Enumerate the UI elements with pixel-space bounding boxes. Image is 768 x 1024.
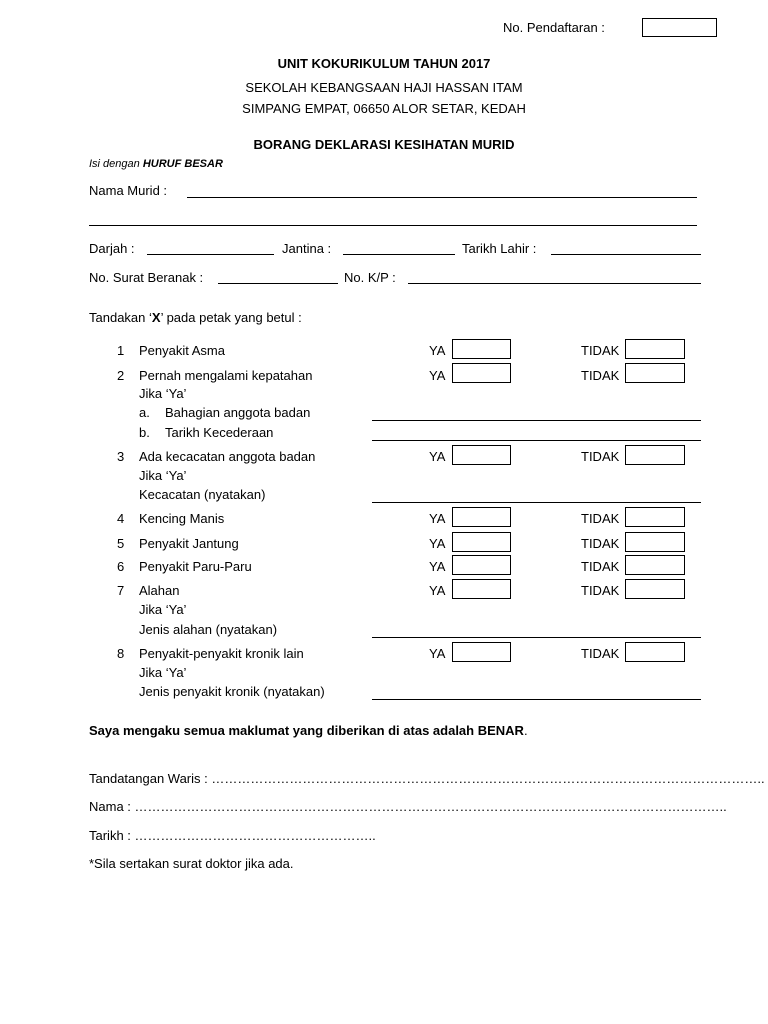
tidak-checkbox-kencing-manis[interactable]	[625, 507, 685, 527]
nama-murid-line-1[interactable]	[187, 197, 697, 198]
instruction-part-a: Tandakan ‘	[89, 310, 152, 325]
doctor-letter-note: *Sila sertakan surat doktor jika ada.	[89, 856, 294, 871]
tidak-label: TIDAK	[581, 368, 620, 383]
surat-beranak-line[interactable]	[218, 283, 338, 284]
tidak-checkbox-paru-paru[interactable]	[625, 555, 685, 575]
declaration-text: Saya mengaku semua maklumat yang diberikan di atas adalah BENAR	[89, 723, 524, 738]
surat-beranak-label: No. Surat Beranak :	[89, 270, 204, 285]
instruction-part-b: ’ pada petak yang betul :	[160, 310, 302, 325]
tandatangan-waris-field[interactable]: Tandatangan Waris : ………………………………………………………………………………………………………………..	[89, 771, 765, 786]
instruction-prefix: Isi dengan	[89, 158, 143, 170]
item-number: 4	[117, 511, 125, 526]
ya-checkbox-paru-paru[interactable]	[452, 555, 511, 575]
item-number: 7	[117, 583, 125, 598]
ya-checkbox-kepatahan[interactable]	[452, 363, 511, 383]
item-number: 2	[117, 368, 125, 383]
item-label-kepatahan: Pernah mengalami kepatahan	[139, 368, 313, 383]
tidak-label: TIDAK	[581, 646, 620, 661]
item-number: 3	[117, 449, 125, 464]
checklist-instruction	[89, 310, 302, 325]
jantina-label: Jantina :	[282, 241, 332, 256]
jika-ya-label: Jika ‘Ya’	[139, 386, 187, 401]
nama-murid-label: Nama Murid :	[89, 183, 168, 198]
unit-title: UNIT KOKURIKULUM TAHUN 2017	[277, 56, 491, 71]
tarikh-field[interactable]: Tarikh : ………………………………………………..	[89, 828, 376, 843]
instruction-text	[89, 158, 223, 170]
bahagian-anggota-label: Bahagian anggota badan	[165, 405, 311, 420]
tarikh-kecederaan-label: Tarikh Kecederaan	[165, 425, 274, 440]
jenis-alahan-label: Jenis alahan (nyatakan)	[139, 622, 278, 637]
tarikh-lahir-line[interactable]	[551, 254, 701, 255]
kecacatan-line[interactable]	[372, 502, 701, 503]
tidak-label: TIDAK	[581, 511, 620, 526]
registration-number-box[interactable]	[642, 18, 717, 37]
kecacatan-nyatakan-label: Kecacatan (nyatakan)	[139, 487, 266, 502]
jika-ya-label: Jika ‘Ya’	[139, 468, 187, 483]
bahagian-anggota-line[interactable]	[372, 420, 701, 421]
instruction-emphasis: HURUF BESAR	[142, 158, 223, 170]
ya-label: YA	[429, 343, 446, 358]
jika-ya-label: Jika ‘Ya’	[139, 602, 187, 617]
school-name: SEKOLAH KEBANGSAAN HAJI HASSAN ITAM	[245, 80, 523, 95]
item-label-asma: Penyakit Asma	[139, 343, 225, 358]
sub-item-mark-a: a.	[139, 405, 150, 420]
ya-checkbox-jantung[interactable]	[452, 532, 511, 552]
jenis-kronik-label: Jenis penyakit kronik (nyatakan)	[139, 684, 325, 699]
ya-label: YA	[429, 449, 446, 464]
tidak-label: TIDAK	[581, 583, 620, 598]
jika-ya-label: Jika ‘Ya’	[139, 665, 187, 680]
tidak-checkbox-jantung[interactable]	[625, 532, 685, 552]
kp-line[interactable]	[408, 283, 701, 284]
tidak-label: TIDAK	[581, 449, 620, 464]
item-number: 6	[117, 559, 125, 574]
tidak-label: TIDAK	[581, 559, 620, 574]
tidak-checkbox-asma[interactable]	[625, 339, 685, 359]
form-title: BORANG DEKLARASI KESIHATAN MURID	[253, 137, 515, 152]
item-number: 5	[117, 536, 125, 551]
jenis-alahan-line[interactable]	[372, 637, 701, 638]
tarikh-lahir-label: Tarikh Lahir :	[462, 241, 537, 256]
tarikh-kecederaan-line[interactable]	[372, 440, 701, 441]
ya-checkbox-alahan[interactable]	[452, 579, 511, 599]
tidak-checkbox-alahan[interactable]	[625, 579, 685, 599]
ya-label: YA	[429, 536, 446, 551]
sub-item-mark-b: b.	[139, 425, 150, 440]
ya-label: YA	[429, 368, 446, 383]
ya-checkbox-asma[interactable]	[452, 339, 511, 359]
nama-field[interactable]: Nama : ………………………………………………………………………………………………………………………..	[89, 799, 727, 814]
item-number: 1	[117, 343, 125, 358]
tidak-checkbox-kecacatan[interactable]	[625, 445, 685, 465]
ya-checkbox-kronik[interactable]	[452, 642, 511, 662]
item-label-alahan: Alahan	[139, 583, 180, 598]
kp-label: No. K/P :	[344, 270, 396, 285]
instruction-mark-x: X	[151, 310, 161, 325]
item-label-kencing-manis: Kencing Manis	[139, 511, 225, 526]
ya-label: YA	[429, 559, 446, 574]
registration-number-label: No. Pendaftaran :	[503, 20, 605, 35]
ya-checkbox-kencing-manis[interactable]	[452, 507, 511, 527]
item-label-paru-paru: Penyakit Paru-Paru	[139, 559, 252, 574]
item-number: 8	[117, 646, 125, 661]
nama-murid-line-2[interactable]	[89, 225, 697, 226]
ya-label: YA	[429, 583, 446, 598]
ya-label: YA	[429, 511, 446, 526]
item-label-kecacatan: Ada kecacatan anggota badan	[139, 449, 316, 464]
darjah-label: Darjah :	[89, 241, 135, 256]
ya-checkbox-kecacatan[interactable]	[452, 445, 511, 465]
item-label-jantung: Penyakit Jantung	[139, 536, 239, 551]
ya-label: YA	[429, 646, 446, 661]
tidak-label: TIDAK	[581, 343, 620, 358]
declaration-period: .	[523, 723, 528, 738]
tidak-checkbox-kronik[interactable]	[625, 642, 685, 662]
school-address: SIMPANG EMPAT, 06650 ALOR SETAR, KEDAH	[242, 101, 526, 116]
jenis-kronik-line[interactable]	[372, 699, 701, 700]
darjah-line[interactable]	[147, 254, 274, 255]
tidak-checkbox-kepatahan[interactable]	[625, 363, 685, 383]
item-label-kronik: Penyakit-penyakit kronik lain	[139, 646, 304, 661]
jantina-line[interactable]	[343, 254, 455, 255]
declaration-statement	[89, 723, 528, 738]
tidak-label: TIDAK	[581, 536, 620, 551]
